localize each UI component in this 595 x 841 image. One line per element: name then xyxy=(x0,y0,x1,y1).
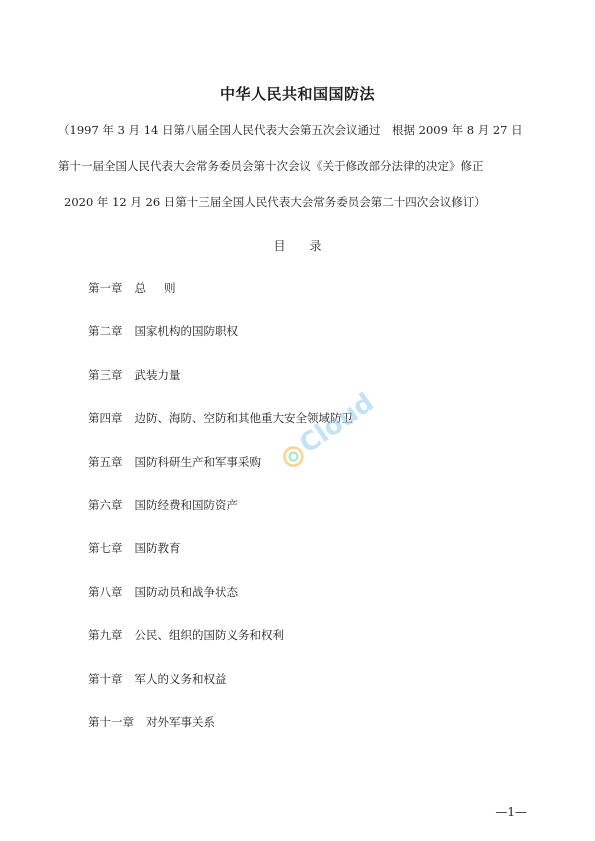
watermark-inner-ring-icon xyxy=(288,451,299,462)
toc-chapter-name: 边防、海防、空防和其他重大安全领域防卫 xyxy=(134,411,353,425)
toc-chapter-number: 第二章 xyxy=(88,324,123,338)
page-number: —1— xyxy=(495,805,527,819)
toc-chapter-name: 国防动员和战争状态 xyxy=(134,585,238,599)
toc-chapter-name: 军人的义务和权益 xyxy=(134,672,227,686)
toc-heading xyxy=(0,237,595,254)
toc-chapter-number: 第七章 xyxy=(88,541,123,555)
toc-item-chapter-3[interactable] xyxy=(88,367,181,383)
toc-heading-char-1: 目 xyxy=(273,239,286,253)
toc-chapter-name: 对外军事关系 xyxy=(146,715,215,729)
toc-chapter-number: 第一章 xyxy=(88,281,123,295)
toc-item-chapter-1[interactable] xyxy=(88,280,194,296)
toc-chapter-number: 第十章 xyxy=(88,672,123,686)
preamble-line-2: 第十一届全国人民代表大会常务委员会第十次会议《关于修改部分法律的决定》修正 xyxy=(58,159,484,173)
cloud-watermark-logo xyxy=(258,382,380,472)
toc-chapter-name: 国防教育 xyxy=(134,541,181,555)
toc-chapter-number: 第五章 xyxy=(88,455,123,469)
toc-item-chapter-5[interactable] xyxy=(88,454,261,470)
toc-chapter-number: 第八章 xyxy=(88,585,123,599)
preamble-line-3: 2020 年 12 月 26 日第十三届全国人民代表大会常务委员会第二十四次会议修订） xyxy=(64,195,486,209)
toc-chapter-name: 公民、组织的国防义务和权利 xyxy=(134,628,284,642)
toc-item-chapter-11[interactable] xyxy=(88,714,215,730)
toc-chapter-name: 武装力量 xyxy=(134,368,181,382)
toc-heading-char-2: 录 xyxy=(309,239,322,253)
preamble-line-1: （1997 年 3 月 14 日第八届全国人民代表大会第五次会议通过 根据 2009 年 8 月 27 日 xyxy=(58,123,523,137)
toc-chapter-name: 国家机构的国防职权 xyxy=(134,324,238,338)
toc-chapter-number: 第六章 xyxy=(88,498,123,512)
toc-item-chapter-8[interactable] xyxy=(88,584,238,600)
toc-item-chapter-9[interactable] xyxy=(88,627,284,643)
toc-chapter-name: 国防科研生产和军事采购 xyxy=(134,455,261,469)
toc-chapter-number: 第四章 xyxy=(88,411,123,425)
toc-chapter-number: 第十一章 xyxy=(88,715,134,729)
toc-chapter-number: 第三章 xyxy=(88,368,123,382)
toc-item-chapter-7[interactable] xyxy=(88,540,181,556)
toc-chapter-name: 总则 xyxy=(134,281,194,295)
toc-item-chapter-2[interactable] xyxy=(88,323,238,339)
toc-item-chapter-10[interactable] xyxy=(88,671,227,687)
toc-item-chapter-6[interactable] xyxy=(88,497,238,513)
document-title: 中华人民共和国国防法 xyxy=(219,85,375,103)
toc-chapter-name: 国防经费和国防资产 xyxy=(134,498,238,512)
watermark-text: Cloud xyxy=(294,387,380,460)
toc-chapter-number: 第九章 xyxy=(88,628,123,642)
